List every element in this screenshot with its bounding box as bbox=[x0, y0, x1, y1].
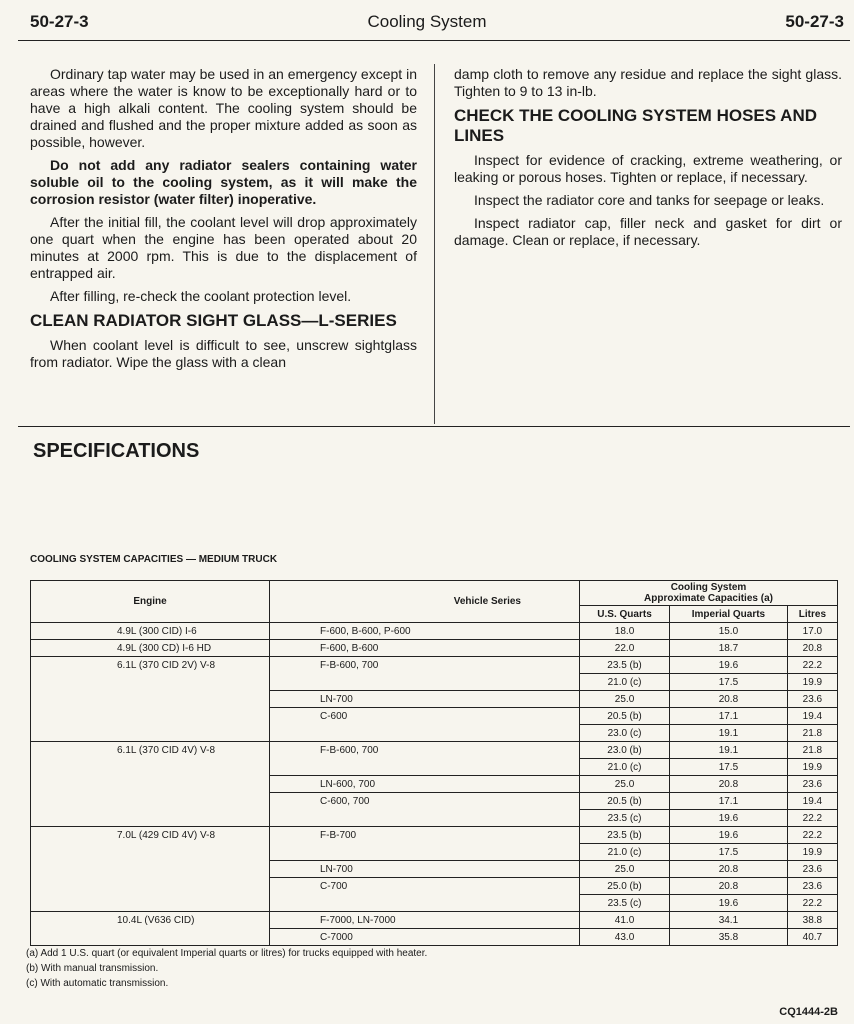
imperial-quarts-cell: 17.5 bbox=[670, 759, 788, 776]
imperial-quarts-cell: 19.6 bbox=[670, 810, 788, 827]
imperial-quarts-cell: 34.1 bbox=[670, 912, 788, 929]
litres-cell: 21.8 bbox=[787, 725, 837, 742]
us-quarts-cell: 25.0 bbox=[580, 776, 670, 793]
imperial-quarts-cell: 19.6 bbox=[670, 657, 788, 674]
table-row bbox=[31, 861, 838, 878]
series-cell bbox=[270, 759, 580, 776]
us-quarts-cell: 43.0 bbox=[580, 929, 670, 946]
section-heading: CHECK THE COOLING SYSTEM HOSES AND LINES bbox=[454, 106, 818, 145]
engine-cell bbox=[31, 725, 270, 742]
table-row bbox=[31, 691, 838, 708]
table-row bbox=[31, 895, 838, 912]
litres-cell: 19.9 bbox=[787, 844, 837, 861]
engine-cell: 10.4L (V636 CID) bbox=[31, 912, 270, 929]
footnote-b: (b) With manual transmission. bbox=[26, 963, 159, 974]
us-quarts-cell: 23.5 (c) bbox=[580, 895, 670, 912]
engine-cell: 6.1L (370 CID 4V) V-8 bbox=[31, 742, 270, 759]
engine-cell bbox=[31, 844, 270, 861]
paragraph: Inspect radiator cap, filler neck and gasket for dirt or damage. Clean or replace, if necessary. bbox=[454, 215, 842, 248]
capacities-header-line1: Cooling System bbox=[670, 582, 747, 593]
table-row bbox=[31, 657, 838, 674]
page-number-left: 50-27-3 bbox=[30, 12, 89, 31]
table-row bbox=[31, 725, 838, 742]
litres-cell: 19.4 bbox=[787, 793, 837, 810]
engine-cell: 7.0L (429 CID 4V) V-8 bbox=[31, 827, 270, 844]
imperial-quarts-cell: 19.6 bbox=[670, 895, 788, 912]
table-row bbox=[31, 810, 838, 827]
imperial-quarts-cell: 20.8 bbox=[670, 878, 788, 895]
series-cell bbox=[270, 895, 580, 912]
engine-cell bbox=[31, 674, 270, 691]
us-quarts-cell: 21.0 (c) bbox=[580, 844, 670, 861]
us-quarts-cell: 22.0 bbox=[580, 640, 670, 657]
us-quarts-cell: 18.0 bbox=[580, 623, 670, 640]
capacities-table bbox=[30, 580, 838, 946]
engine-cell: 6.1L (370 CID 2V) V-8 bbox=[31, 657, 270, 674]
series-cell: F-B-600, 700 bbox=[270, 742, 580, 759]
capacities-group-header bbox=[580, 581, 838, 606]
litres-cell: 19.9 bbox=[787, 674, 837, 691]
engine-cell bbox=[31, 861, 270, 878]
litres-cell: 23.6 bbox=[787, 861, 837, 878]
page-number-right: 50-27-3 bbox=[785, 12, 844, 31]
imperial-quarts-cell: 18.7 bbox=[670, 640, 788, 657]
series-cell: C-700 bbox=[270, 878, 580, 895]
us-quarts-cell: 25.0 bbox=[580, 691, 670, 708]
us-quarts-cell: 20.5 (b) bbox=[580, 708, 670, 725]
series-cell: F-7000, LN-7000 bbox=[270, 912, 580, 929]
litres-cell: 20.8 bbox=[787, 640, 837, 657]
table-row bbox=[31, 742, 838, 759]
footnote-a: (a) Add 1 U.S. quart (or equivalent Imperial quarts or litres) for trucks equipped with heater. bbox=[26, 948, 428, 959]
imperial-quarts-cell: 17.1 bbox=[670, 708, 788, 725]
paragraph: When coolant level is difficult to see, unscrew sightglass from radiator. Wipe the glass with a clean bbox=[30, 337, 417, 370]
litres-cell: 22.2 bbox=[787, 827, 837, 844]
series-cell: C-7000 bbox=[270, 929, 580, 946]
series-cell bbox=[270, 725, 580, 742]
table-row bbox=[31, 776, 838, 793]
engine-header: Engine bbox=[31, 581, 270, 623]
right-column bbox=[454, 66, 842, 255]
litres-cell: 38.8 bbox=[787, 912, 837, 929]
litres-cell: 23.6 bbox=[787, 878, 837, 895]
us-quarts-cell: 23.5 (b) bbox=[580, 827, 670, 844]
section-heading: CLEAN RADIATOR SIGHT GLASS—L-SERIES bbox=[30, 311, 397, 330]
table-row bbox=[31, 793, 838, 810]
litres-cell: 22.2 bbox=[787, 895, 837, 912]
footnotes bbox=[26, 946, 427, 991]
imperial-quarts-cell: 35.8 bbox=[670, 929, 788, 946]
table-row bbox=[31, 827, 838, 844]
table-row bbox=[31, 912, 838, 929]
figure-code: CQ1444-2B bbox=[779, 1006, 838, 1018]
imperial-quarts-cell: 17.5 bbox=[670, 674, 788, 691]
us-quarts-cell: 23.0 (c) bbox=[580, 725, 670, 742]
header-rule bbox=[18, 40, 850, 41]
engine-cell: 4.9L (300 CID) I-6 bbox=[31, 623, 270, 640]
page-title: Cooling System bbox=[367, 12, 487, 31]
litres-cell: 19.9 bbox=[787, 759, 837, 776]
litres-cell: 23.6 bbox=[787, 691, 837, 708]
series-cell: LN-700 bbox=[270, 691, 580, 708]
table-row bbox=[31, 929, 838, 946]
litres-cell: 22.2 bbox=[787, 810, 837, 827]
series-cell: C-600, 700 bbox=[270, 793, 580, 810]
series-cell bbox=[270, 810, 580, 827]
capacities-header-line2: Approximate Capacities (a) bbox=[644, 593, 773, 604]
left-column bbox=[30, 66, 417, 377]
us-quarts-cell: 25.0 bbox=[580, 861, 670, 878]
engine-cell bbox=[31, 691, 270, 708]
series-cell: F-B-600, 700 bbox=[270, 657, 580, 674]
paragraph: After the initial fill, the coolant level will drop approximately one quart when the engine has been operated about 20 minutes at 2000 rpm. This is due to the displacement of entrapped air. bbox=[30, 214, 417, 281]
column-divider bbox=[434, 64, 435, 424]
imperial-quarts-cell: 20.8 bbox=[670, 861, 788, 878]
us-quarts-cell: 25.0 (b) bbox=[580, 878, 670, 895]
imperial-quarts-cell: 20.8 bbox=[670, 776, 788, 793]
imperial-quarts-cell: 17.5 bbox=[670, 844, 788, 861]
series-cell: F-600, B-600 bbox=[270, 640, 580, 657]
table-caption: COOLING SYSTEM CAPACITIES — MEDIUM TRUCK bbox=[30, 554, 278, 565]
litres-cell: 19.4 bbox=[787, 708, 837, 725]
engine-cell bbox=[31, 793, 270, 810]
table-row bbox=[31, 708, 838, 725]
engine-cell bbox=[31, 929, 270, 946]
paragraph: After filling, re-check the coolant protection level. bbox=[50, 288, 352, 304]
imperial-quarts-cell: 19.1 bbox=[670, 742, 788, 759]
table-row bbox=[31, 674, 838, 691]
imperial-quarts-cell: 17.1 bbox=[670, 793, 788, 810]
engine-cell bbox=[31, 895, 270, 912]
us-quarts-cell: 23.5 (c) bbox=[580, 810, 670, 827]
table-row bbox=[31, 759, 838, 776]
table-body bbox=[31, 623, 838, 946]
imperial-quarts-cell: 20.8 bbox=[670, 691, 788, 708]
paragraph: Ordinary tap water may be used in an emergency except in areas where the water is know to be exceptionally hard or to have a high alkali content. The cooling system should be drained and flushed and the proper mixture added as soon as possible, however. bbox=[30, 66, 417, 150]
litres-cell: 23.6 bbox=[787, 776, 837, 793]
paragraph: Inspect for evidence of cracking, extreme weathering, or leaking or porous hoses. Tighten or replace, if necessary. bbox=[454, 152, 842, 185]
table-row bbox=[31, 844, 838, 861]
imperial-quarts-cell: 15.0 bbox=[670, 623, 788, 640]
table-row bbox=[31, 878, 838, 895]
series-cell: C-600 bbox=[270, 708, 580, 725]
engine-cell bbox=[31, 810, 270, 827]
litres-cell: 17.0 bbox=[787, 623, 837, 640]
imperial-quarts-cell: 19.6 bbox=[670, 827, 788, 844]
specifications-title: SPECIFICATIONS bbox=[33, 440, 200, 462]
series-header: Vehicle Series bbox=[270, 581, 580, 623]
engine-cell bbox=[31, 759, 270, 776]
series-cell: F-600, B-600, P-600 bbox=[270, 623, 580, 640]
us-quarts-cell: 41.0 bbox=[580, 912, 670, 929]
table-row bbox=[31, 623, 838, 640]
litres-header: Litres bbox=[787, 606, 837, 623]
section-rule bbox=[18, 426, 850, 427]
imperial-quarts-header: Imperial Quarts bbox=[670, 606, 788, 623]
us-quarts-cell: 21.0 (c) bbox=[580, 759, 670, 776]
us-quarts-cell: 20.5 (b) bbox=[580, 793, 670, 810]
us-quarts-cell: 23.0 (b) bbox=[580, 742, 670, 759]
engine-cell: 4.9L (300 CD) I-6 HD bbox=[31, 640, 270, 657]
series-cell: LN-600, 700 bbox=[270, 776, 580, 793]
series-cell bbox=[270, 674, 580, 691]
warning-paragraph: Do not add any radiator sealers containing water soluble oil to the cooling system, as it will make the corrosion resistor (water filter) inoperative. bbox=[30, 157, 417, 207]
series-cell: LN-700 bbox=[270, 861, 580, 878]
paragraph: Inspect the radiator core and tanks for seepage or leaks. bbox=[474, 192, 825, 208]
footnote-c: (c) With automatic transmission. bbox=[26, 978, 169, 989]
engine-cell bbox=[31, 708, 270, 725]
imperial-quarts-cell: 19.1 bbox=[670, 725, 788, 742]
us-quarts-cell: 21.0 (c) bbox=[580, 674, 670, 691]
table-row bbox=[31, 640, 838, 657]
us-quarts-cell: 23.5 (b) bbox=[580, 657, 670, 674]
paragraph: damp cloth to remove any residue and replace the sight glass. Tighten to 9 to 13 in-lb. bbox=[454, 66, 842, 99]
series-cell bbox=[270, 844, 580, 861]
us-quarts-header: U.S. Quarts bbox=[580, 606, 670, 623]
series-cell: F-B-700 bbox=[270, 827, 580, 844]
litres-cell: 21.8 bbox=[787, 742, 837, 759]
engine-cell bbox=[31, 776, 270, 793]
litres-cell: 40.7 bbox=[787, 929, 837, 946]
engine-cell bbox=[31, 878, 270, 895]
litres-cell: 22.2 bbox=[787, 657, 837, 674]
